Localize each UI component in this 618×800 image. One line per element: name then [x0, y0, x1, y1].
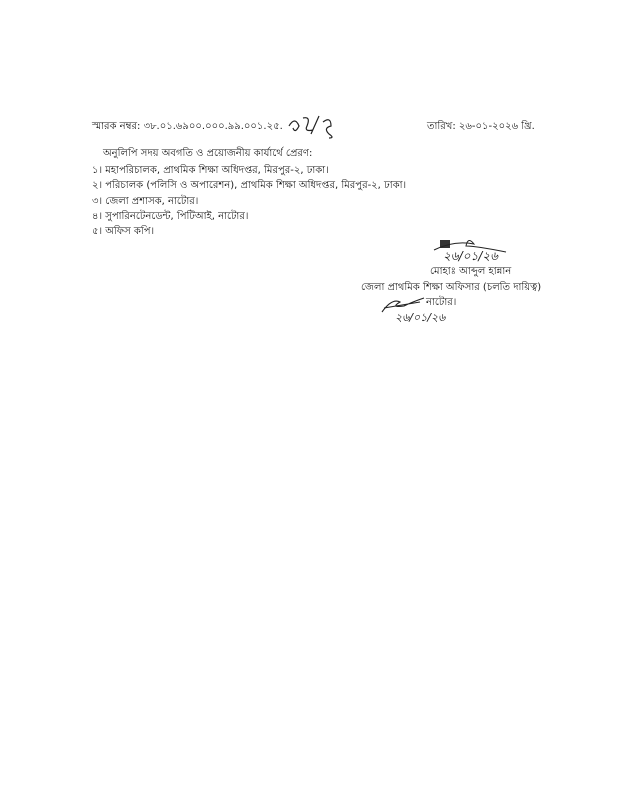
date-value: ২৬-০১-২০২৬ খ্রি.: [458, 121, 535, 132]
signatory-location: নাটোর।: [426, 297, 457, 308]
second-signature-date: ২৬/০১/২৬: [395, 311, 446, 324]
recipient-item: ১। মহাপরিচালক, প্রাথমিক শিক্ষা অধিদপ্তর, মিরপুর-২, ঢাকা।: [92, 165, 329, 176]
memo-label: স্মারক নম্বর:: [92, 121, 141, 132]
memo-number: ৩৮.০১.৬৯০০.০০০.৯৯.০০১.২৫.: [143, 121, 283, 132]
recipient-item: ৫। অফিস কপি।: [92, 226, 155, 237]
signatory-name: মোহাঃ আব্দুল হান্নান: [430, 266, 512, 277]
signature-date: ২৬/০১/২৬: [443, 249, 498, 263]
recipient-item: ৩। জেলা প্রশাসক, নাটোর।: [92, 196, 199, 207]
date-line: [427, 121, 535, 133]
date-label: তারিখ:: [427, 121, 456, 132]
memo-number-line: [92, 121, 283, 133]
signatory-designation: জেলা প্রাথমিক শিক্ষা অফিসার (চলতি দায়িত্ব): [361, 282, 542, 293]
recipient-item: ২। পরিচালক (পলিসি ও অপারেশন), প্রাথমিক শিক্ষা অধিদপ্তর, মিরপুর-২, ঢাকা।: [92, 180, 407, 191]
recipient-item: ৪। সুপারিনটেনডেন্ট, পিটিআই, নাটোর।: [92, 211, 249, 222]
handwritten-memo-number: [285, 112, 335, 140]
copy-heading: অনুলিপি সদয় অবগতি ও প্রয়োজনীয় কার্যার্থে প্রেরণ:: [103, 148, 313, 159]
